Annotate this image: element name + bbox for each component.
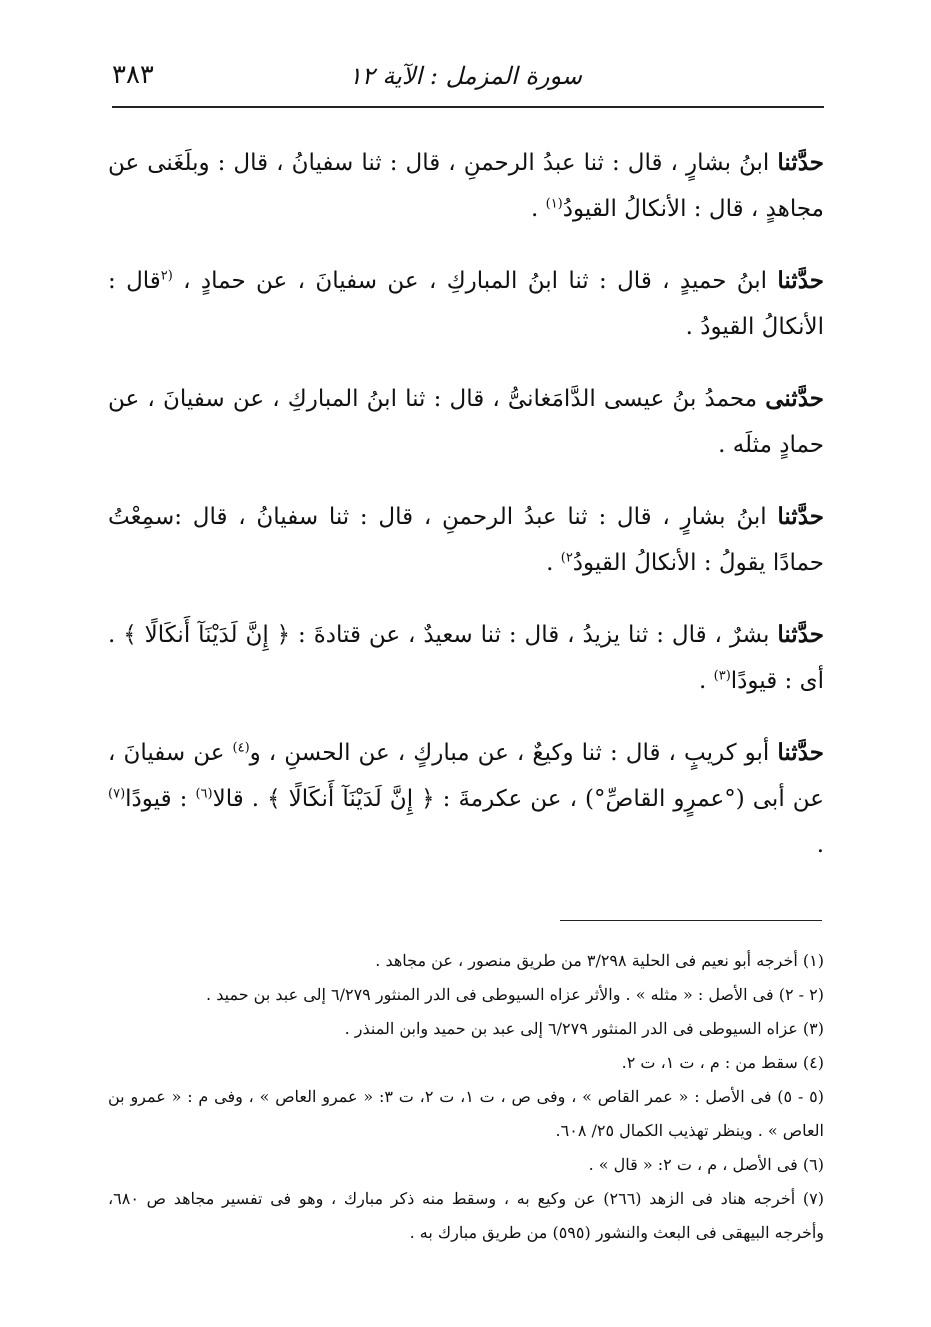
paragraph-end: . <box>530 196 546 222</box>
footnote-marker: (٣) <box>713 668 731 684</box>
paragraph-2 <box>108 258 824 350</box>
footnotes <box>108 944 824 1250</box>
paragraph-text: ابنُ بشارٍ ، قال : ثنا عبدُ الرحمنِ ، قال : ثنا سفيانُ ، قال :سمِعْتُ حمادًا يقولُ : الأنكالُ القيودُ <box>108 504 824 576</box>
header-rule <box>112 106 824 108</box>
paragraph-3 <box>108 376 824 468</box>
footnote-4: (٤) سقط من : م ، ت ١، ت ٢. <box>621 1053 824 1072</box>
header-title: سورة المزمل : الآية ١٢ <box>348 62 582 90</box>
footnote-marker: ٢) <box>560 550 573 566</box>
paragraph-end: قال : الأنكالُ القيودُ . <box>108 268 824 340</box>
footnote-6: (٦) فى الأصل ، م ، ت ٢: « قال » . <box>588 1155 824 1174</box>
paragraph-1 <box>108 140 824 232</box>
paragraph-lead: حدَّثنا <box>777 503 824 530</box>
footnote-marker: (٧) <box>108 786 126 802</box>
paragraph-lead: حدَّثنى <box>765 385 824 412</box>
paragraph-5 <box>108 612 824 704</box>
footnote-5: (٥ - ٥) فى الأصل : « عمر القاص » ، وفى ص ، ت ١، ت ٢، ت ٣: « عمرو العاص » ، وفى م : « عمرو بن العاص » . وينظر تهذيب الكمال ٢٥/ ٦٠٨. <box>108 1087 825 1140</box>
paragraph-lead: حدَّثنا <box>777 621 824 648</box>
paragraph-text: ابنُ حميدٍ ، قال : ثنا ابنُ المباركِ ، عن سفيانَ ، عن حمادٍ ، <box>172 268 778 294</box>
footnote-3: (٣) عزاه السيوطى فى الدر المنثور ٦/٢٧٩ إلى عبد بن حميد وابن المنذر . <box>344 1019 824 1038</box>
paragraph-4 <box>108 494 824 586</box>
page-number: ٣٨٣ <box>112 60 154 90</box>
running-header <box>112 58 822 98</box>
paragraph-text: بشرٌ ، قال : ثنا يزيدُ ، قال : ثنا سعيدٌ ، عن قتادةَ : ﴿ إِنَّ لَدَيْنَآ أَنكَالًا ﴾ . أى : قيودًا <box>108 622 824 694</box>
footnote-7: (٧) أخرجه هناد فى الزهد (٢٦٦) عن وكيع به ، وسقط منه ذكر مبارك ، وهو فى تفسير مجاهد ص ٦٨٠، وأخرجه البيهقى فى البعث والنشور (٥٩٥) من طريق مبارك به . <box>108 1189 825 1242</box>
footnote-2: (٢ - ٢) فى الأصل : « مثله » . والأثر عزاه السيوطى فى الدر المنثور ٦/٢٧٩ إلى عبد بن حميد . <box>206 985 824 1004</box>
paragraph-text-cont: : قيودًا <box>125 786 196 812</box>
paragraph-end: . <box>699 668 714 694</box>
paragraph-lead: حدَّثنا <box>777 149 824 176</box>
paragraph-end: . <box>816 832 824 858</box>
paragraph-end: . <box>546 550 561 576</box>
paragraph-text: محمدُ بنُ عيسى الدَّامَغانىُّ ، قال : ثنا ابنُ المباركِ ، عن سفيانَ ، عن حمادٍ مثلَه . <box>108 386 824 458</box>
footnote-1: (١) أخرجه أبو نعيم فى الحلية ٣/٢٩٨ من طريق منصور ، عن مجاهد . <box>375 951 824 970</box>
footnote-marker: (٦) <box>195 786 213 802</box>
footnote-rule <box>560 920 822 921</box>
footnote-marker: (١) <box>545 196 563 212</box>
main-text <box>108 140 824 894</box>
paragraph-lead: حدَّثنا <box>777 267 824 294</box>
paragraph-lead: حدَّثنا <box>777 739 824 766</box>
paragraph-text: أبو كريبٍ ، قال : ثنا وكيعٌ ، عن مباركٍ ، عن الحسنِ ، و <box>249 740 778 766</box>
paragraph-text: ابنُ بشارٍ ، قال : ثنا عبدُ الرحمنِ ، قال : ثنا سفيانُ ، قال : وبلَغَنى عن مجاهدٍ ، قال : الأنكالُ القيودُ <box>108 150 824 222</box>
paragraph-text-cont: عن سفيانَ ، عن أبى (°عمرٍو القاصِّ°) ، عن عكرمةَ : ﴿ إِنَّ لَدَيْنَآ أَنكَالًا ﴾ . قالا <box>108 740 825 812</box>
paragraph-6 <box>108 730 824 868</box>
footnote-marker: (٤) <box>232 740 250 756</box>
footnote-marker: (٢ <box>160 268 173 284</box>
